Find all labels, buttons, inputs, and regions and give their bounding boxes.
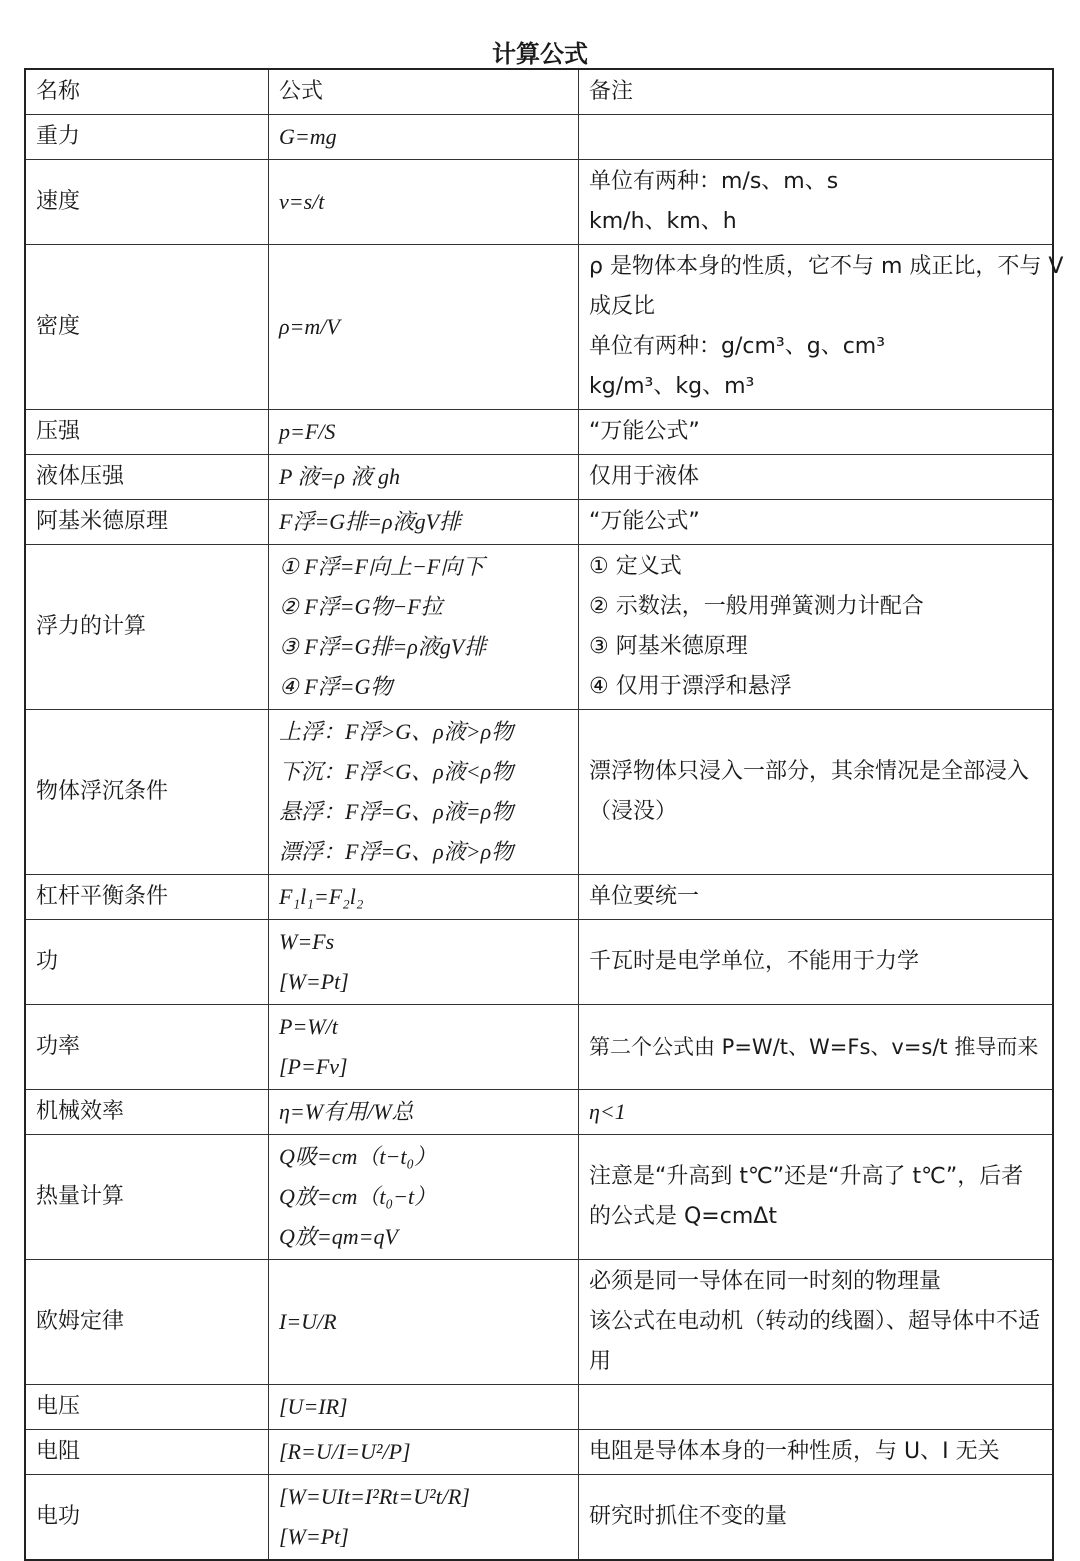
formula-line: 漂浮：F浮=G、ρ液>ρ物 (279, 839, 514, 864)
formula-line: Q吸=cm（t−t₀） (279, 1144, 437, 1169)
table-row (25, 1005, 1053, 1090)
row-formula: F浮=G排=ρ液gV排 (269, 500, 579, 545)
header-formula: 公式 (269, 69, 579, 115)
row-note: “万能公式” (579, 500, 1054, 545)
formula-line: Q放=cm（t₀−t） (279, 1184, 437, 1209)
row-name: 阿基米德原理 (25, 500, 269, 545)
note-line: 注意是“升高到 t℃”还是“升高了 t℃”，后者 (589, 1164, 1024, 1189)
table-row (25, 1430, 1053, 1475)
note-line: 成反比 (589, 294, 656, 319)
table-row (25, 875, 1053, 920)
row-formula (269, 545, 579, 710)
formula-line: ② F浮=G物−F拉 (279, 594, 443, 619)
table-row (25, 1260, 1053, 1385)
row-name: 杠杆平衡条件 (25, 875, 269, 920)
formula-line: [W=UIt=I²Rt=U²t/R] (279, 1484, 470, 1509)
formula-line: 悬浮：F浮=G、ρ液=ρ物 (279, 799, 514, 824)
table-row (25, 500, 1053, 545)
row-name: 速度 (25, 160, 269, 245)
formula-table (24, 68, 1064, 1561)
row-formula: I=U/R (269, 1260, 579, 1385)
note-line: ③ 阿基米德原理 (589, 634, 748, 659)
note-line: ρ 是物体本身的性质，它不与 m 成正比，不与 V (589, 254, 1064, 279)
row-formula (269, 245, 579, 410)
note-line: 必须是同一导体在同一时刻的物理量 (589, 1269, 942, 1294)
row-name: 物体浮沉条件 (25, 710, 269, 875)
formula-line: v=s/t (279, 189, 325, 214)
row-formula: p=F/S (269, 410, 579, 455)
note-line: ④ 仅用于漂浮和悬浮 (589, 674, 792, 699)
row-name: 浮力的计算 (25, 545, 269, 710)
row-formula: G=mg (269, 115, 579, 160)
row-formula: F₁l₁=F₂l₂ (269, 875, 579, 920)
formula-line: ④ F浮=G物 (279, 674, 393, 699)
header-note: 备注 (579, 69, 1054, 115)
row-name: 机械效率 (25, 1090, 269, 1135)
row-note: 电阻是导体本身的一种性质，与 U、I 无关 (579, 1430, 1054, 1475)
table-row (25, 710, 1053, 875)
row-formula (269, 710, 579, 875)
note-line: 用 (589, 1349, 612, 1374)
note-line: 该公式在电动机（转动的线圈）、超导体中不适 (589, 1309, 1041, 1334)
formula-line: Q放=qm=qV (279, 1224, 398, 1249)
table-header (25, 69, 1053, 115)
row-name: 功 (25, 920, 269, 1005)
row-note (579, 245, 1064, 410)
note-line: 单位有两种：g/cm³、g、cm³ (589, 334, 886, 359)
row-formula: [U=IR] (269, 1385, 579, 1430)
row-note (579, 1135, 1054, 1260)
row-formula: η=W有用/W总 (269, 1090, 579, 1135)
row-formula: [R=U/I=U²/P] (269, 1430, 579, 1475)
row-note (579, 160, 1054, 245)
formula-line: 上浮：F浮>G、ρ液>ρ物 (279, 719, 514, 744)
table-row (25, 245, 1053, 410)
formula-line: ρ=m/V (279, 314, 340, 339)
row-note: 千瓦时是电学单位，不能用于力学 (579, 920, 1054, 1005)
formula-line: [P=Fv] (279, 1054, 348, 1079)
formula-line: [W=Pt] (279, 1524, 349, 1549)
row-note: η<1 (579, 1090, 1054, 1135)
row-name: 电压 (25, 1385, 269, 1430)
row-name: 欧姆定律 (25, 1260, 269, 1385)
formula-line: ① F浮=F向上−F向下 (279, 554, 485, 579)
row-note: 单位要统一 (579, 875, 1054, 920)
row-note: “万能公式” (579, 410, 1054, 455)
row-name: 液体压强 (25, 455, 269, 500)
note-line: （浸没） (589, 799, 678, 824)
row-formula: P 液=ρ 液 gh (269, 455, 579, 500)
row-note: 研究时抓住不变的量 (579, 1475, 1054, 1561)
table-row (25, 455, 1053, 500)
row-note (579, 1260, 1054, 1385)
row-name: 重力 (25, 115, 269, 160)
row-name: 电功 (25, 1475, 269, 1561)
row-note (579, 115, 1054, 160)
row-note (579, 1385, 1054, 1430)
row-name: 压强 (25, 410, 269, 455)
row-name: 功率 (25, 1005, 269, 1090)
row-note: 仅用于液体 (579, 455, 1054, 500)
table-row (25, 1475, 1053, 1561)
row-note: 第二个公式由 P=W/t、W=Fs、v=s/t 推导而来 (579, 1005, 1054, 1090)
row-name: 热量计算 (25, 1135, 269, 1260)
table-row (25, 410, 1053, 455)
note-line: kg/m³、kg、m³ (589, 374, 755, 399)
note-line: ② 示数法，一般用弹簧测力计配合 (589, 594, 924, 619)
table-row (25, 1090, 1053, 1135)
page-title: 计算公式 (492, 40, 588, 68)
row-formula (269, 1475, 579, 1561)
row-formula (269, 920, 579, 1005)
table-row (25, 1385, 1053, 1430)
row-name: 密度 (25, 245, 269, 410)
table-row (25, 1135, 1053, 1260)
row-formula (269, 1005, 579, 1090)
row-formula (269, 1135, 579, 1260)
row-formula (269, 160, 579, 245)
table-row (25, 545, 1053, 710)
table-row (25, 920, 1053, 1005)
formula-line: W=Fs (279, 929, 335, 954)
row-name: 电阻 (25, 1430, 269, 1475)
formula-line: ③ F浮=G排=ρ液gV排 (279, 634, 487, 659)
note-line: 单位有两种：m/s、m、s (589, 169, 839, 194)
note-line: 的公式是 Q=cmΔt (589, 1204, 777, 1229)
formula-line: [W=Pt] (279, 969, 349, 994)
note-line: km/h、km、h (589, 209, 737, 234)
formula-line: 下沉：F浮<G、ρ液<ρ物 (279, 759, 514, 784)
formula-line: P=W/t (279, 1014, 338, 1039)
table-row (25, 115, 1053, 160)
row-note (579, 710, 1054, 875)
header-name: 名称 (25, 69, 269, 115)
note-line: 漂浮物体只浸入一部分，其余情况是全部浸入 (589, 759, 1030, 784)
row-note (579, 545, 1054, 710)
note-line: ① 定义式 (589, 554, 682, 579)
table-row (25, 160, 1053, 245)
